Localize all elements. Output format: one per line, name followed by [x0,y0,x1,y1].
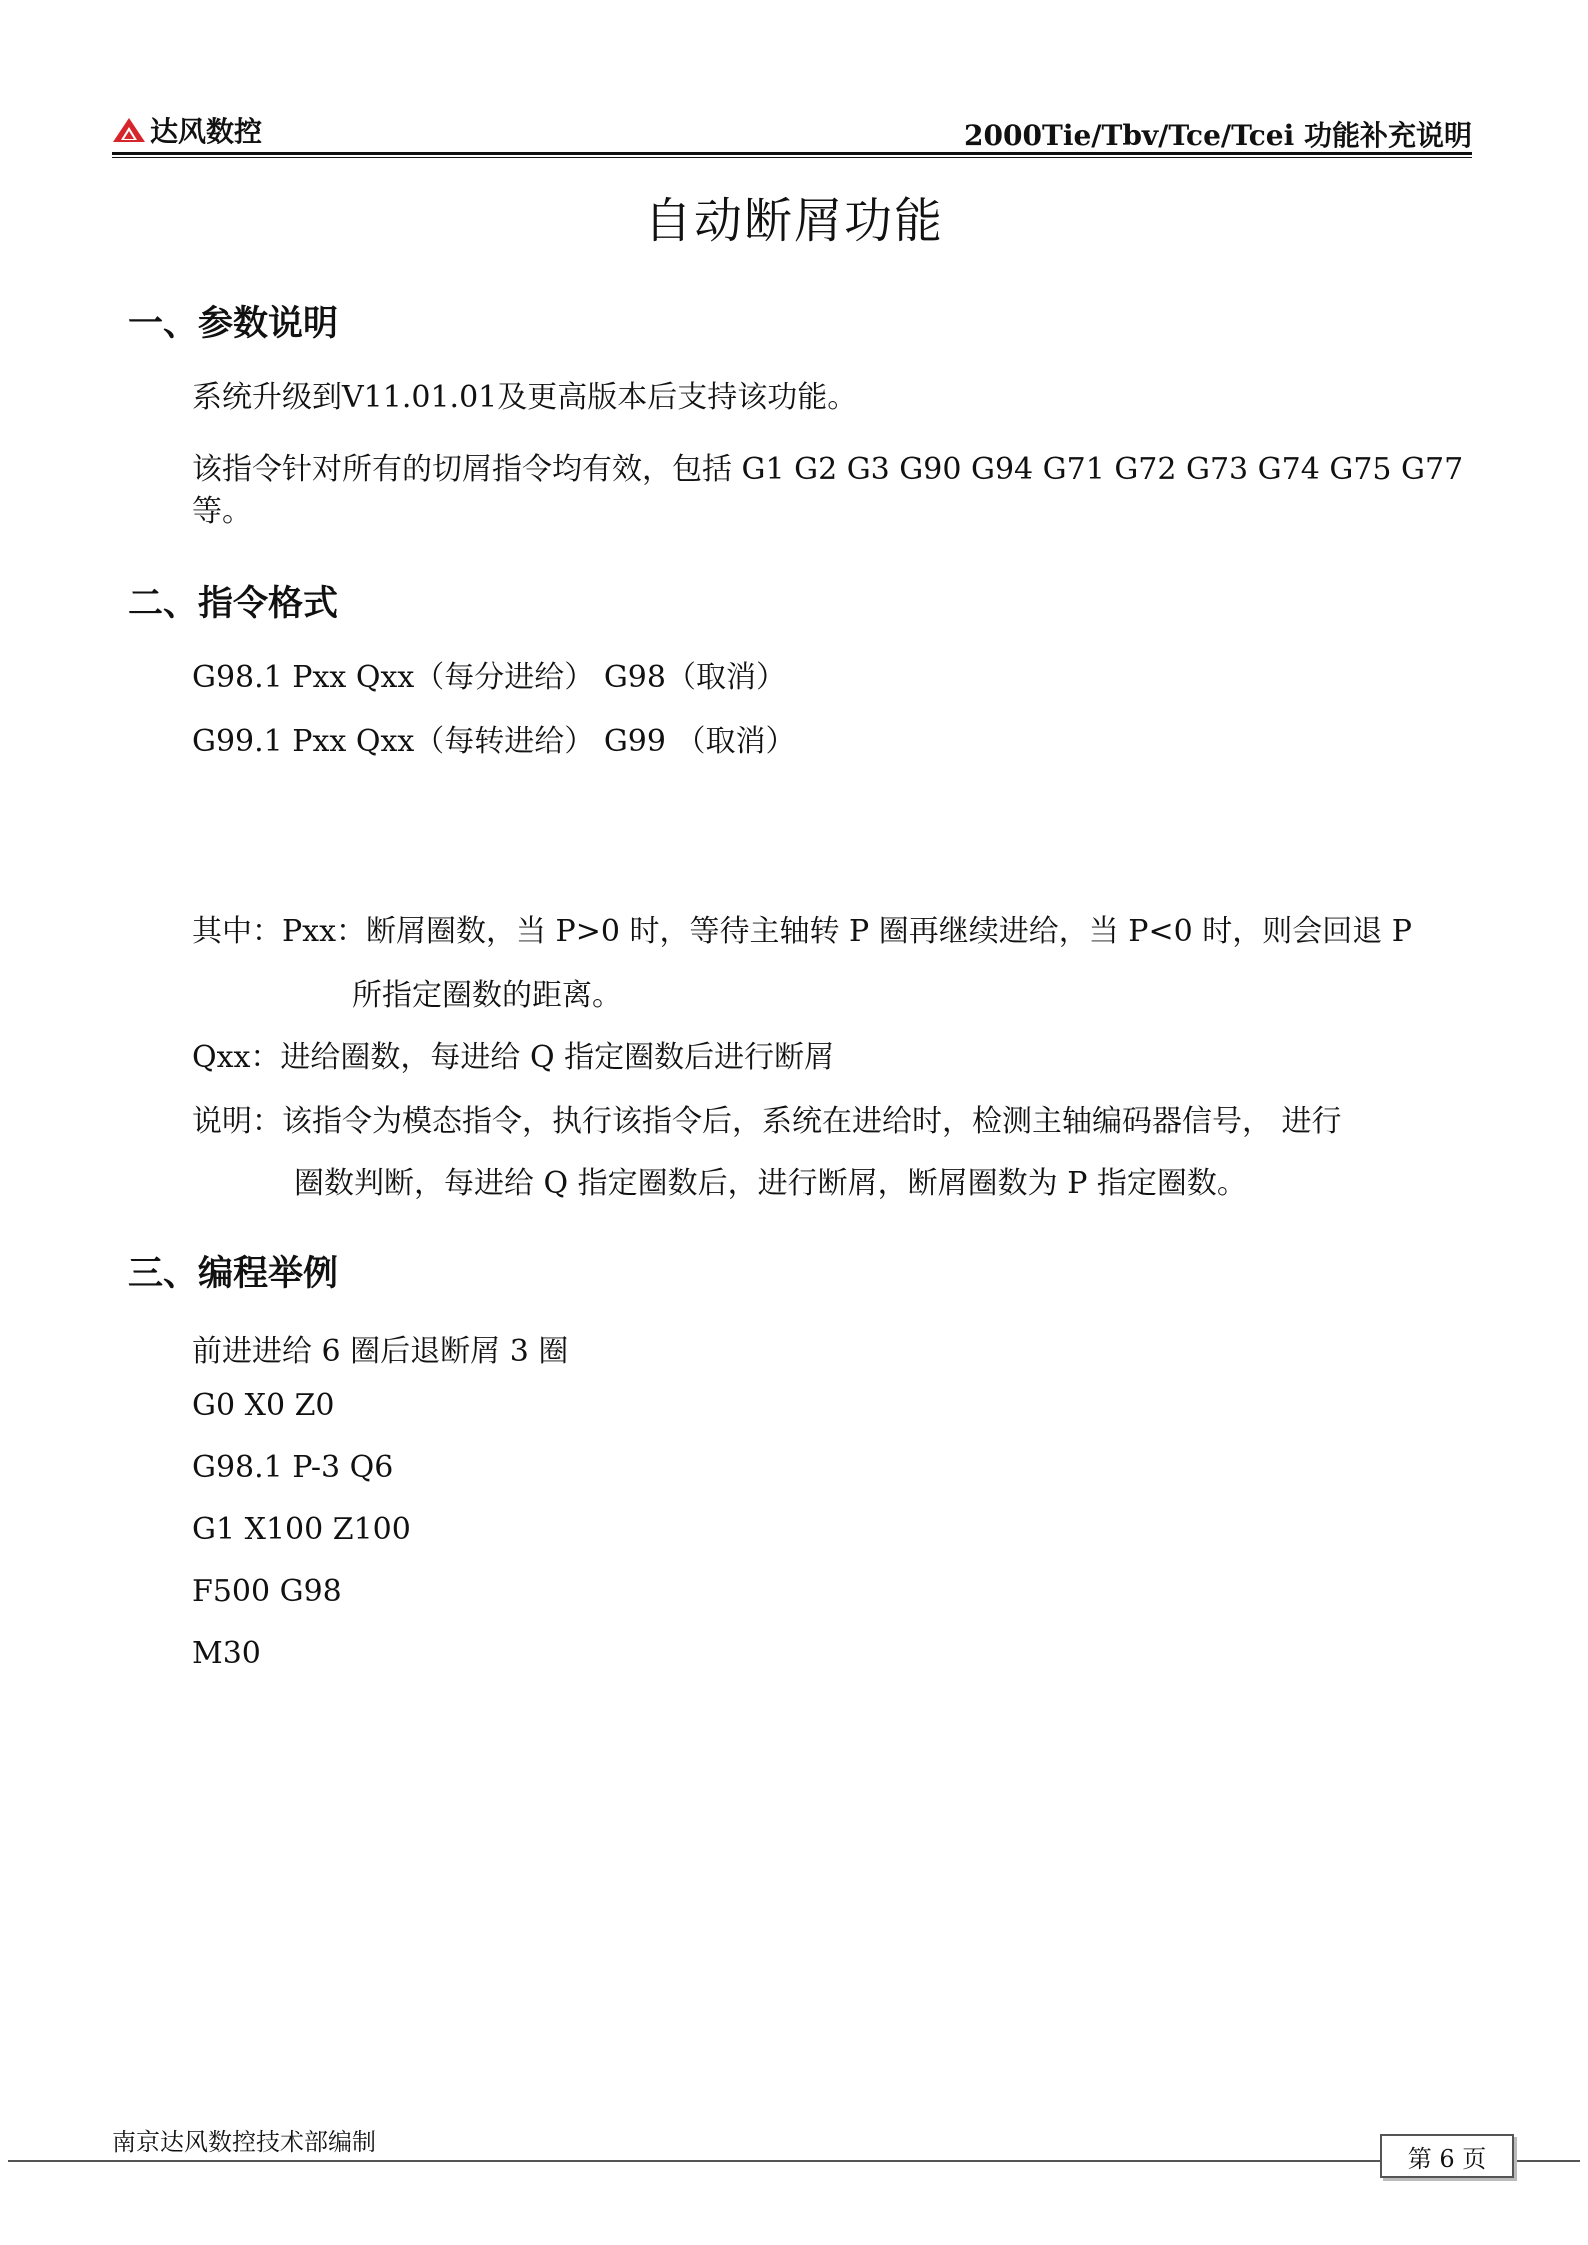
triangle-logo-icon [112,117,146,143]
explanation-line: Qxx：进给圈数，每进给 Q 指定圈数后进行断屑 [192,1040,835,1075]
document-label: 2000Tie/Tbv/Tce/Tcei 功能补充说明 [964,119,1472,152]
code-line: G1 X100 Z100 [192,1512,411,1547]
brand-logo [112,108,262,152]
footer-divider [8,2160,1580,2162]
command-format-line: G98.1 Pxx Qxx（每分进给） G98（取消） [192,660,786,695]
page-header [112,108,1472,152]
section-heading-parameters: 一、参数说明 [128,304,339,344]
header-divider [112,152,1472,158]
paragraph-line: 等。 [192,494,252,529]
code-line: F500 G98 [192,1574,342,1609]
page-title: 自动断屑功能 [643,193,944,249]
footer-org: 南京达风数控技术部编制 [112,2128,376,2156]
explanation-line: 圈数判断，每进给 Q 指定圈数后，进行断屑，断屑圈数为 P 指定圈数。 [294,1166,1247,1201]
explanation-line: 所指定圈数的距离。 [352,978,622,1013]
code-line: G0 X0 Z0 [192,1388,335,1423]
explanation-line: 说明：该指令为模态指令，执行该指令后，系统在进给时，检测主轴编码器信号， 进行 [192,1104,1342,1139]
example-line: 前进进给 6 圈后退断屑 3 圈 [192,1334,569,1369]
code-line: G98.1 P-3 Q6 [192,1450,394,1485]
command-format-line: G99.1 Pxx Qxx（每转进给） G99 （取消） [192,724,796,759]
explanation-line: 其中：Pxx：断屑圈数，当 P>0 时，等待主轴转 P 圈再继续进给，当 P<0 时，则会回退 P [192,914,1412,949]
paragraph-line: 系统升级到V11.01.01及更高版本后支持该功能。 [192,380,858,415]
section-heading-command-format: 二、指令格式 [128,584,339,624]
code-line: M30 [192,1636,261,1671]
page-number: 第 6 页 [1380,2134,1514,2178]
paragraph-line: 该指令针对所有的切屑指令均有效，包括 G1 G2 G3 G90 G94 G71 G72 G73 G74 G75 G77 [192,452,1464,487]
brand-name: 达风数控 [150,115,263,148]
section-heading-programming-example: 三、编程举例 [128,1254,339,1294]
